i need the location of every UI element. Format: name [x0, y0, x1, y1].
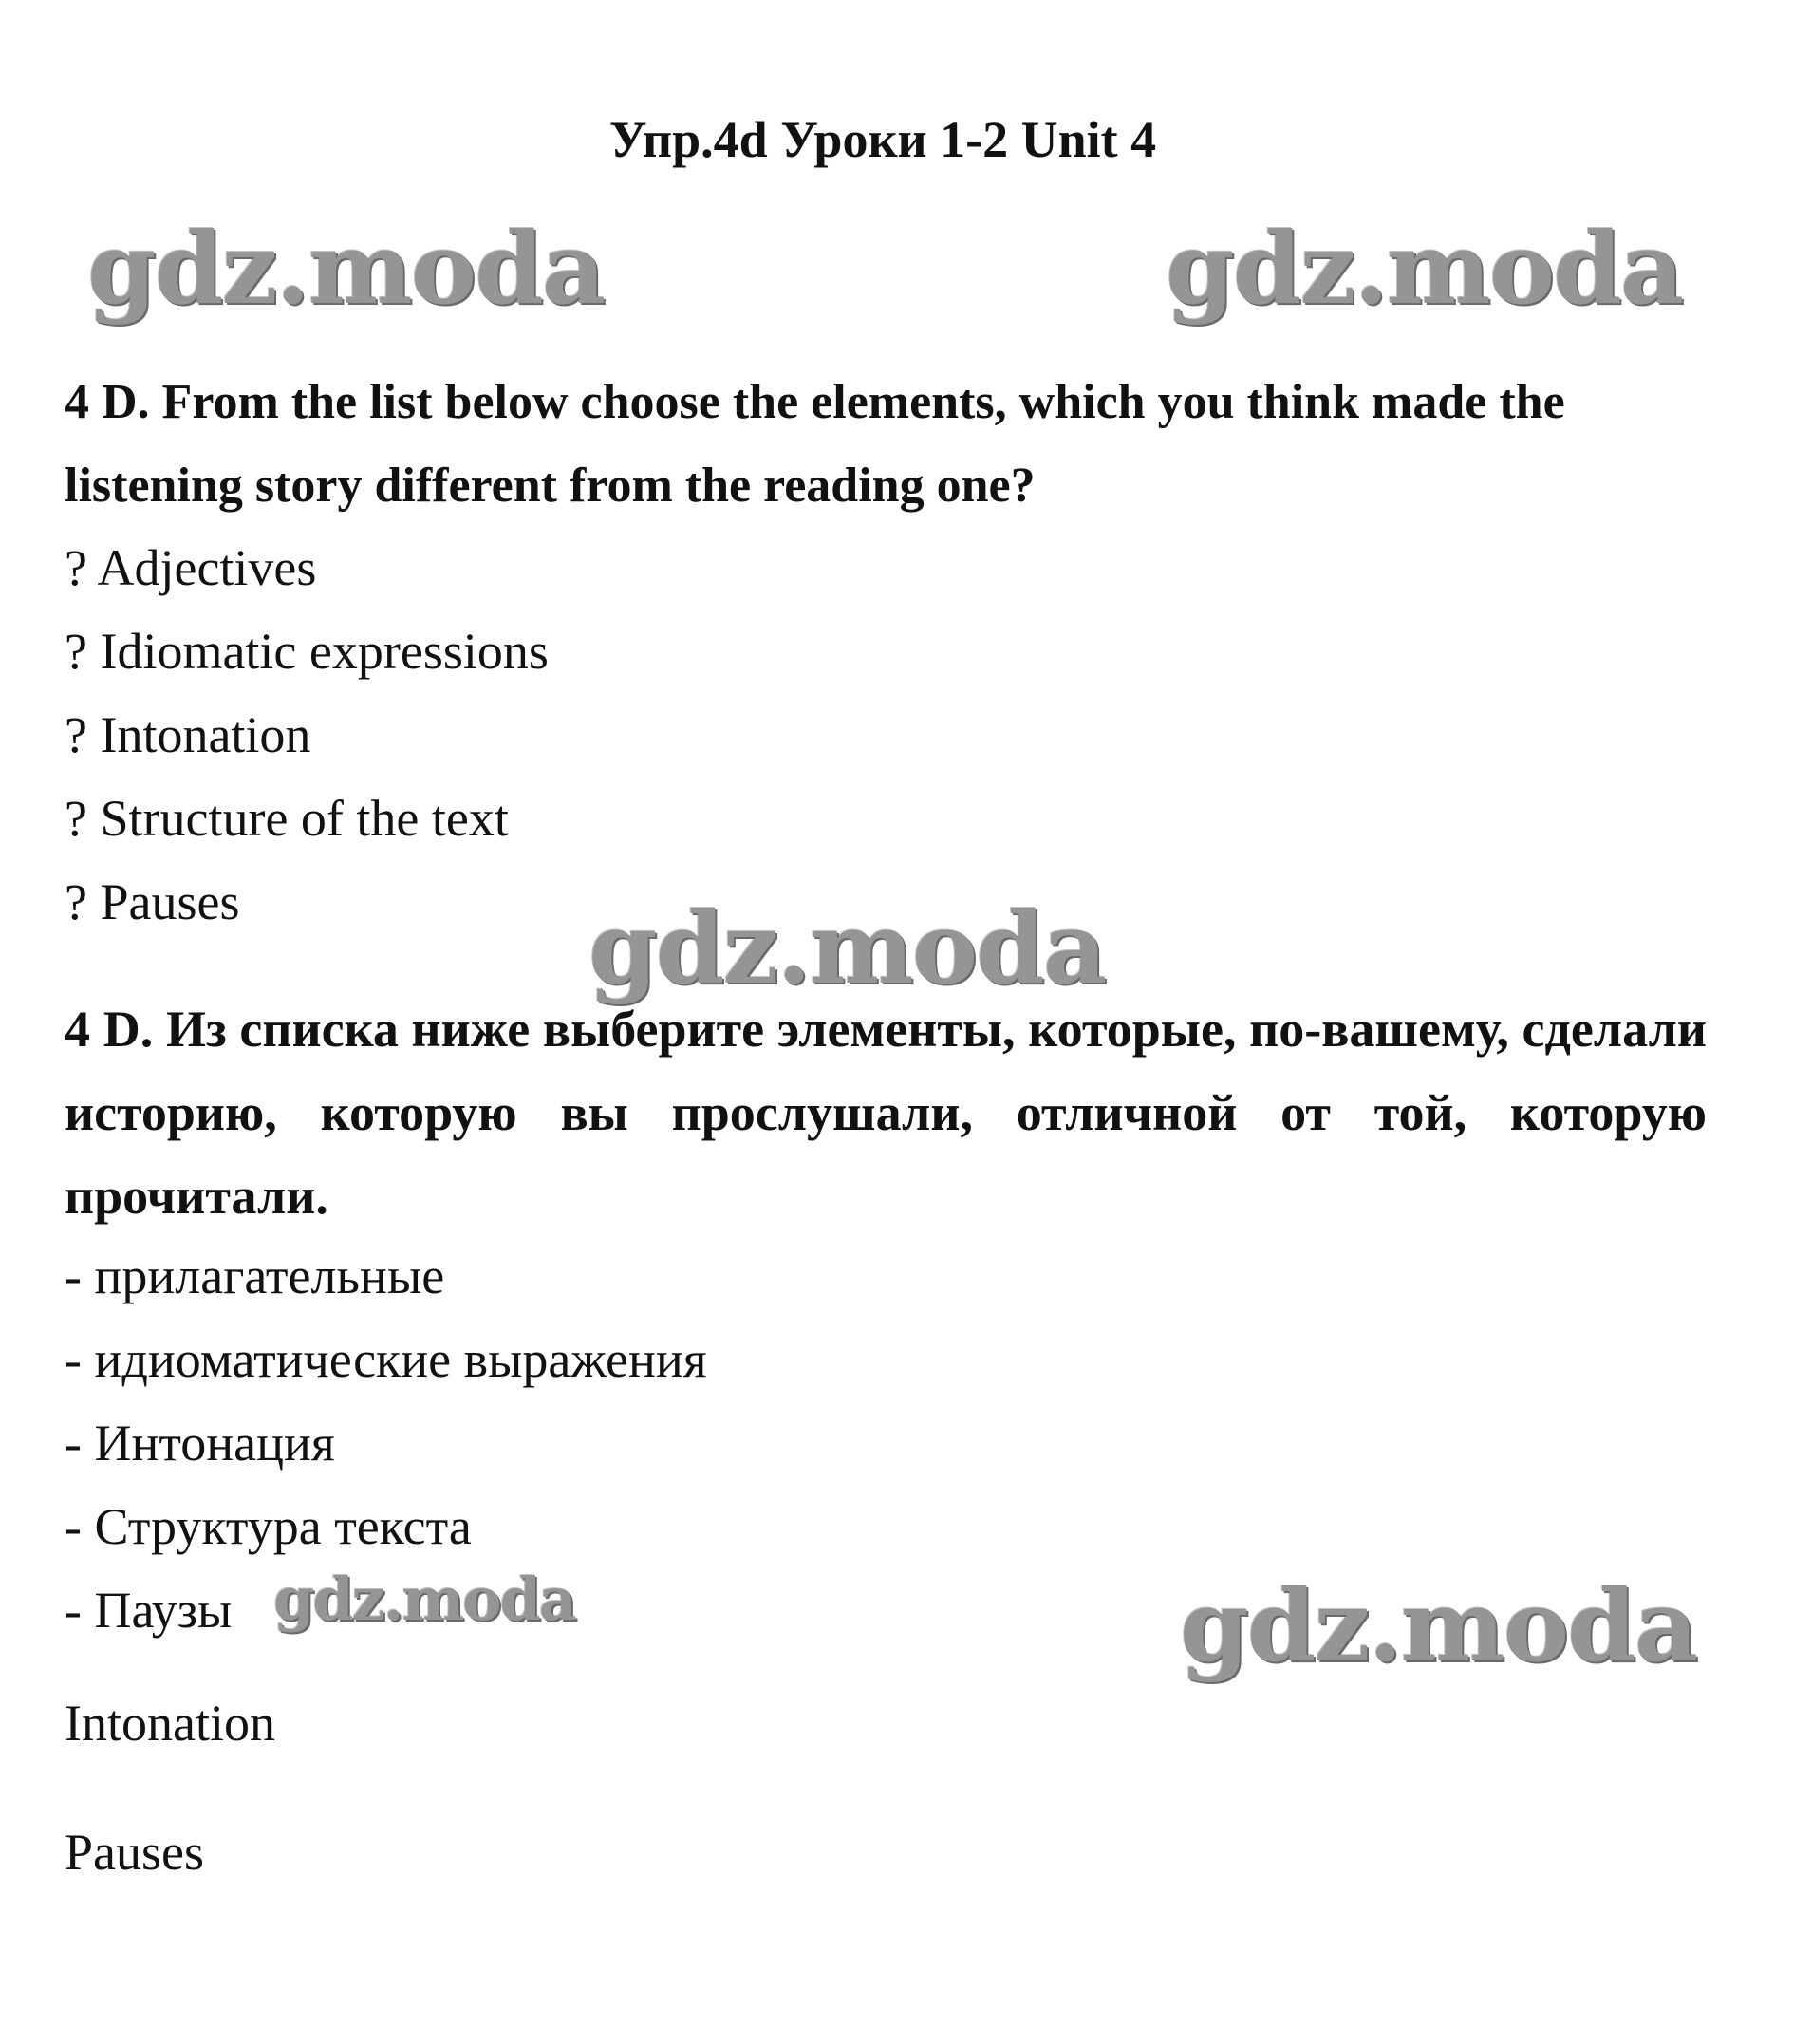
task-question-ru: 4 D. Из списка ниже выберите элементы, которые, по-вашему, сделали историю, которую вы прослушали, отличной от той, которую прочитали.	[65, 1001, 1707, 1225]
watermark: gdz.moda	[273, 1565, 575, 1634]
watermark: gdz.moda	[588, 890, 1106, 1006]
answer-item: Pauses	[65, 1824, 204, 1881]
option-item: - Интонация	[65, 1415, 335, 1472]
answer-item: Intonation	[65, 1695, 275, 1752]
option-item: ? Adjectives	[65, 539, 317, 596]
option-item: - идиоматические выражения	[65, 1331, 707, 1388]
option-item: ? Pauses	[65, 873, 240, 930]
option-item: - прилагательные	[65, 1247, 445, 1304]
options-list-en	[65, 526, 1707, 944]
watermark: gdz.moda	[1166, 210, 1683, 327]
option-item: - Структура текста	[65, 1498, 472, 1555]
answers	[65, 1690, 1707, 1948]
watermark: gdz.moda	[87, 210, 605, 327]
page-title: Упр.4d Уроки 1-2 Unit 4	[608, 111, 1157, 168]
option-item: - Паузы	[65, 1582, 233, 1639]
option-item: ? Intonation	[65, 706, 311, 763]
option-item: ? Structure of the text	[65, 790, 509, 847]
watermark: gdz.moda	[1180, 1567, 1697, 1684]
task-question-en: 4 D. From the list below choose the elements, which you think made the listening story different from the reading one?	[65, 375, 1565, 513]
option-item: ? Idiomatic expressions	[65, 623, 549, 680]
